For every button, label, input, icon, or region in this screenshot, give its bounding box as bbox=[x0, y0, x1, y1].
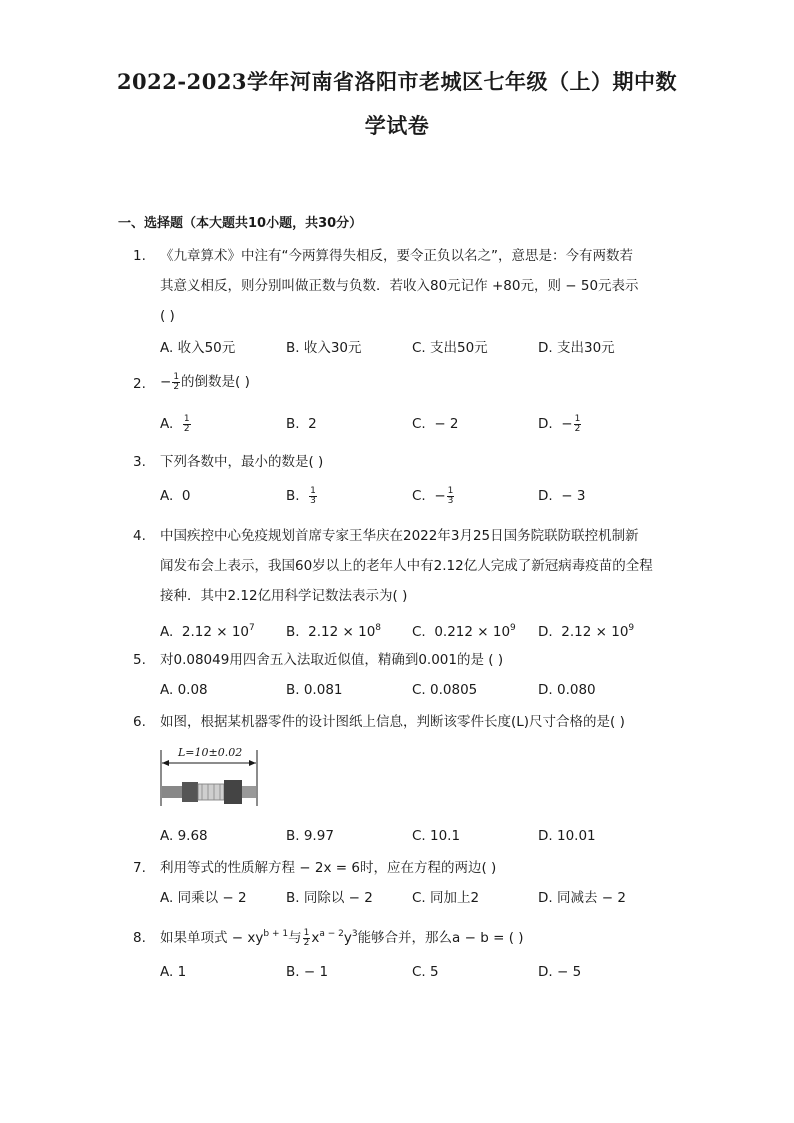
option-label: B. bbox=[286, 624, 300, 640]
option-a[interactable] bbox=[160, 414, 192, 434]
option-exponent: 9 bbox=[510, 623, 516, 633]
option-value: 2 bbox=[308, 416, 317, 432]
numerator: 1 bbox=[183, 413, 190, 424]
option-label: C. bbox=[412, 624, 426, 640]
option-label: A. bbox=[160, 624, 174, 640]
option-d[interactable]: D. 同减去 − 2 bbox=[538, 890, 626, 906]
option-a[interactable]: A. 9.68 bbox=[160, 828, 208, 844]
question-4-line-3: 接种．其中2.12亿用科学记数法表示为( ) bbox=[160, 588, 408, 604]
question-2-stem bbox=[160, 372, 250, 392]
question-6-number: 6. bbox=[133, 714, 146, 730]
option-value: − 3 bbox=[561, 488, 586, 504]
question-5-number: 5. bbox=[133, 652, 146, 668]
option-a[interactable]: A. 同乘以 − 2 bbox=[160, 890, 247, 906]
question-6-options bbox=[160, 826, 660, 846]
option-a[interactable]: A. 收入50元 bbox=[160, 340, 236, 356]
denominator: 2 bbox=[173, 381, 180, 392]
stem-text: 如果单项式 − xy bbox=[160, 930, 264, 946]
denominator: 2 bbox=[574, 423, 581, 434]
option-b[interactable] bbox=[286, 618, 381, 642]
question-8-number: 8. bbox=[133, 930, 146, 946]
option-label: D. bbox=[538, 624, 553, 640]
fraction bbox=[309, 487, 317, 506]
option-c[interactable]: C. 10.1 bbox=[412, 828, 461, 844]
document-title-line-1: 2022-2023学年河南省洛阳市老城区七年级（上）期中数 bbox=[116, 69, 678, 94]
stem-text: x bbox=[311, 930, 320, 946]
option-b[interactable]: B. 9.97 bbox=[286, 828, 334, 844]
option-base: 2.12 × 10 bbox=[308, 624, 376, 640]
question-1-line-3: ( ) bbox=[160, 308, 175, 324]
option-d[interactable]: D. 10.01 bbox=[538, 828, 596, 844]
denominator: 2 bbox=[183, 423, 190, 434]
minus-sign: − bbox=[160, 374, 172, 390]
question-3-options bbox=[160, 486, 660, 506]
option-value: 0 bbox=[181, 488, 191, 504]
question-8-options bbox=[160, 962, 660, 982]
option-c[interactable]: C. 0.0805 bbox=[412, 682, 478, 698]
question-5-options bbox=[160, 680, 660, 700]
machine-part-figure bbox=[158, 744, 262, 808]
question-1-options bbox=[160, 338, 660, 358]
numerator: 1 bbox=[173, 371, 180, 382]
option-value: − 2 bbox=[434, 416, 459, 432]
option-c[interactable]: C. 支出50元 bbox=[412, 340, 488, 356]
fraction bbox=[574, 415, 582, 434]
numerator: 1 bbox=[303, 927, 310, 938]
dimension-label: L=10±0.02 bbox=[178, 746, 243, 759]
option-label: A. bbox=[160, 416, 174, 432]
option-c[interactable] bbox=[412, 486, 455, 506]
option-label: D. bbox=[538, 416, 553, 432]
question-7-options bbox=[160, 888, 660, 908]
option-a[interactable]: A. 1 bbox=[160, 964, 187, 980]
numerator: 1 bbox=[574, 413, 581, 424]
option-d[interactable] bbox=[538, 414, 582, 434]
denominator: 2 bbox=[303, 937, 310, 948]
minus-sign: − bbox=[434, 488, 446, 504]
question-3-stem: 下列各数中，最小的数是( ) bbox=[160, 454, 324, 470]
option-a[interactable] bbox=[160, 618, 255, 642]
option-b[interactable]: B. 收入30元 bbox=[286, 340, 362, 356]
option-a[interactable] bbox=[160, 486, 190, 506]
fraction bbox=[172, 373, 180, 392]
question-2-options bbox=[160, 414, 660, 434]
question-6-stem: 如图，根据某机器零件的设计图纸上信息，判断该零件长度(L)尺寸合格的是( ) bbox=[160, 714, 625, 730]
option-b[interactable]: B. 同除以 − 2 bbox=[286, 890, 373, 906]
denominator: 3 bbox=[447, 495, 454, 506]
option-exponent: 7 bbox=[249, 623, 255, 633]
question-7-number: 7. bbox=[133, 860, 146, 876]
option-label: C. bbox=[412, 416, 426, 432]
option-exponent: 9 bbox=[628, 623, 635, 633]
question-2-number: 2. bbox=[133, 376, 146, 392]
spark-plug-diagram bbox=[158, 744, 262, 808]
exponent: 3 bbox=[351, 929, 358, 939]
stem-text: 与 bbox=[288, 930, 302, 946]
option-label: A. bbox=[160, 488, 174, 504]
question-8-stem bbox=[160, 924, 524, 948]
option-b[interactable] bbox=[286, 486, 318, 506]
question-4-line-2: 闻发布会上表示，我国60岁以上的老年人中有2.12亿人完成了新冠病毒疫苗的全程 bbox=[160, 558, 653, 574]
question-1-number: 1. bbox=[133, 248, 146, 264]
exponent: a − 2 bbox=[319, 929, 344, 939]
option-c[interactable]: C. 5 bbox=[412, 964, 439, 980]
option-c[interactable]: C. 同加上2 bbox=[412, 890, 480, 906]
question-5-stem: 对0.08049用四舍五入法取近似值，精确到0.001的是 ( ) bbox=[160, 652, 504, 668]
question-3-number: 3. bbox=[133, 454, 146, 470]
option-exponent: 8 bbox=[375, 623, 382, 633]
question-4-line-1: 中国疾控中心免疫规划首席专家王华庆在2022年3月25日国务院联防联控机制新 bbox=[160, 528, 639, 544]
fraction bbox=[303, 929, 311, 948]
stem-text: 能够合并，那么a − b = ( ) bbox=[357, 930, 524, 946]
option-base: 2.12 × 10 bbox=[561, 624, 629, 640]
minus-sign: − bbox=[561, 416, 573, 432]
denominator: 3 bbox=[310, 495, 316, 506]
stem-text: 的倒数是( ) bbox=[181, 374, 250, 390]
option-d[interactable] bbox=[538, 486, 585, 506]
option-base: 0.212 × 10 bbox=[434, 624, 511, 640]
question-1-line-1: 《九章算术》中注有“今两算得失相反，要令正负以名之”，意思是：今有两数若 bbox=[160, 248, 633, 264]
option-label: B. bbox=[286, 416, 300, 432]
option-base: 2.12 × 10 bbox=[181, 624, 250, 640]
numerator: 1 bbox=[447, 485, 454, 496]
numerator: 1 bbox=[310, 485, 316, 496]
exponent: b + 1 bbox=[263, 929, 289, 939]
document-title-line-2: 学试卷 bbox=[364, 113, 430, 138]
option-label: C. bbox=[412, 488, 426, 504]
option-b[interactable] bbox=[286, 414, 317, 434]
option-d[interactable]: D. − 5 bbox=[538, 964, 582, 980]
option-b[interactable]: B. − 1 bbox=[286, 964, 329, 980]
section-heading: 一、选择题（本大题共10小题，共30分） bbox=[118, 216, 363, 231]
option-c[interactable] bbox=[412, 618, 516, 642]
option-label: D. bbox=[538, 488, 553, 504]
fraction bbox=[447, 487, 455, 506]
question-1-line-2: 其意义相反，则分别叫做正数与负数．若收入80元记作 +80元，则 − 50元表示 bbox=[160, 278, 639, 294]
question-7-stem: 利用等式的性质解方程 − 2x = 6时，应在方程的两边( ) bbox=[160, 860, 497, 876]
option-label: B. bbox=[286, 488, 300, 504]
option-c[interactable] bbox=[412, 414, 459, 434]
question-4-number: 4. bbox=[133, 528, 146, 544]
option-d[interactable]: D. 0.080 bbox=[538, 682, 596, 698]
option-b[interactable]: B. 0.081 bbox=[286, 682, 343, 698]
fraction bbox=[183, 415, 191, 434]
option-d[interactable] bbox=[538, 618, 634, 642]
option-a[interactable]: A. 0.08 bbox=[160, 682, 208, 698]
option-d[interactable]: D. 支出30元 bbox=[538, 340, 615, 356]
question-4-options bbox=[160, 618, 660, 638]
stem-text: y bbox=[343, 930, 352, 946]
